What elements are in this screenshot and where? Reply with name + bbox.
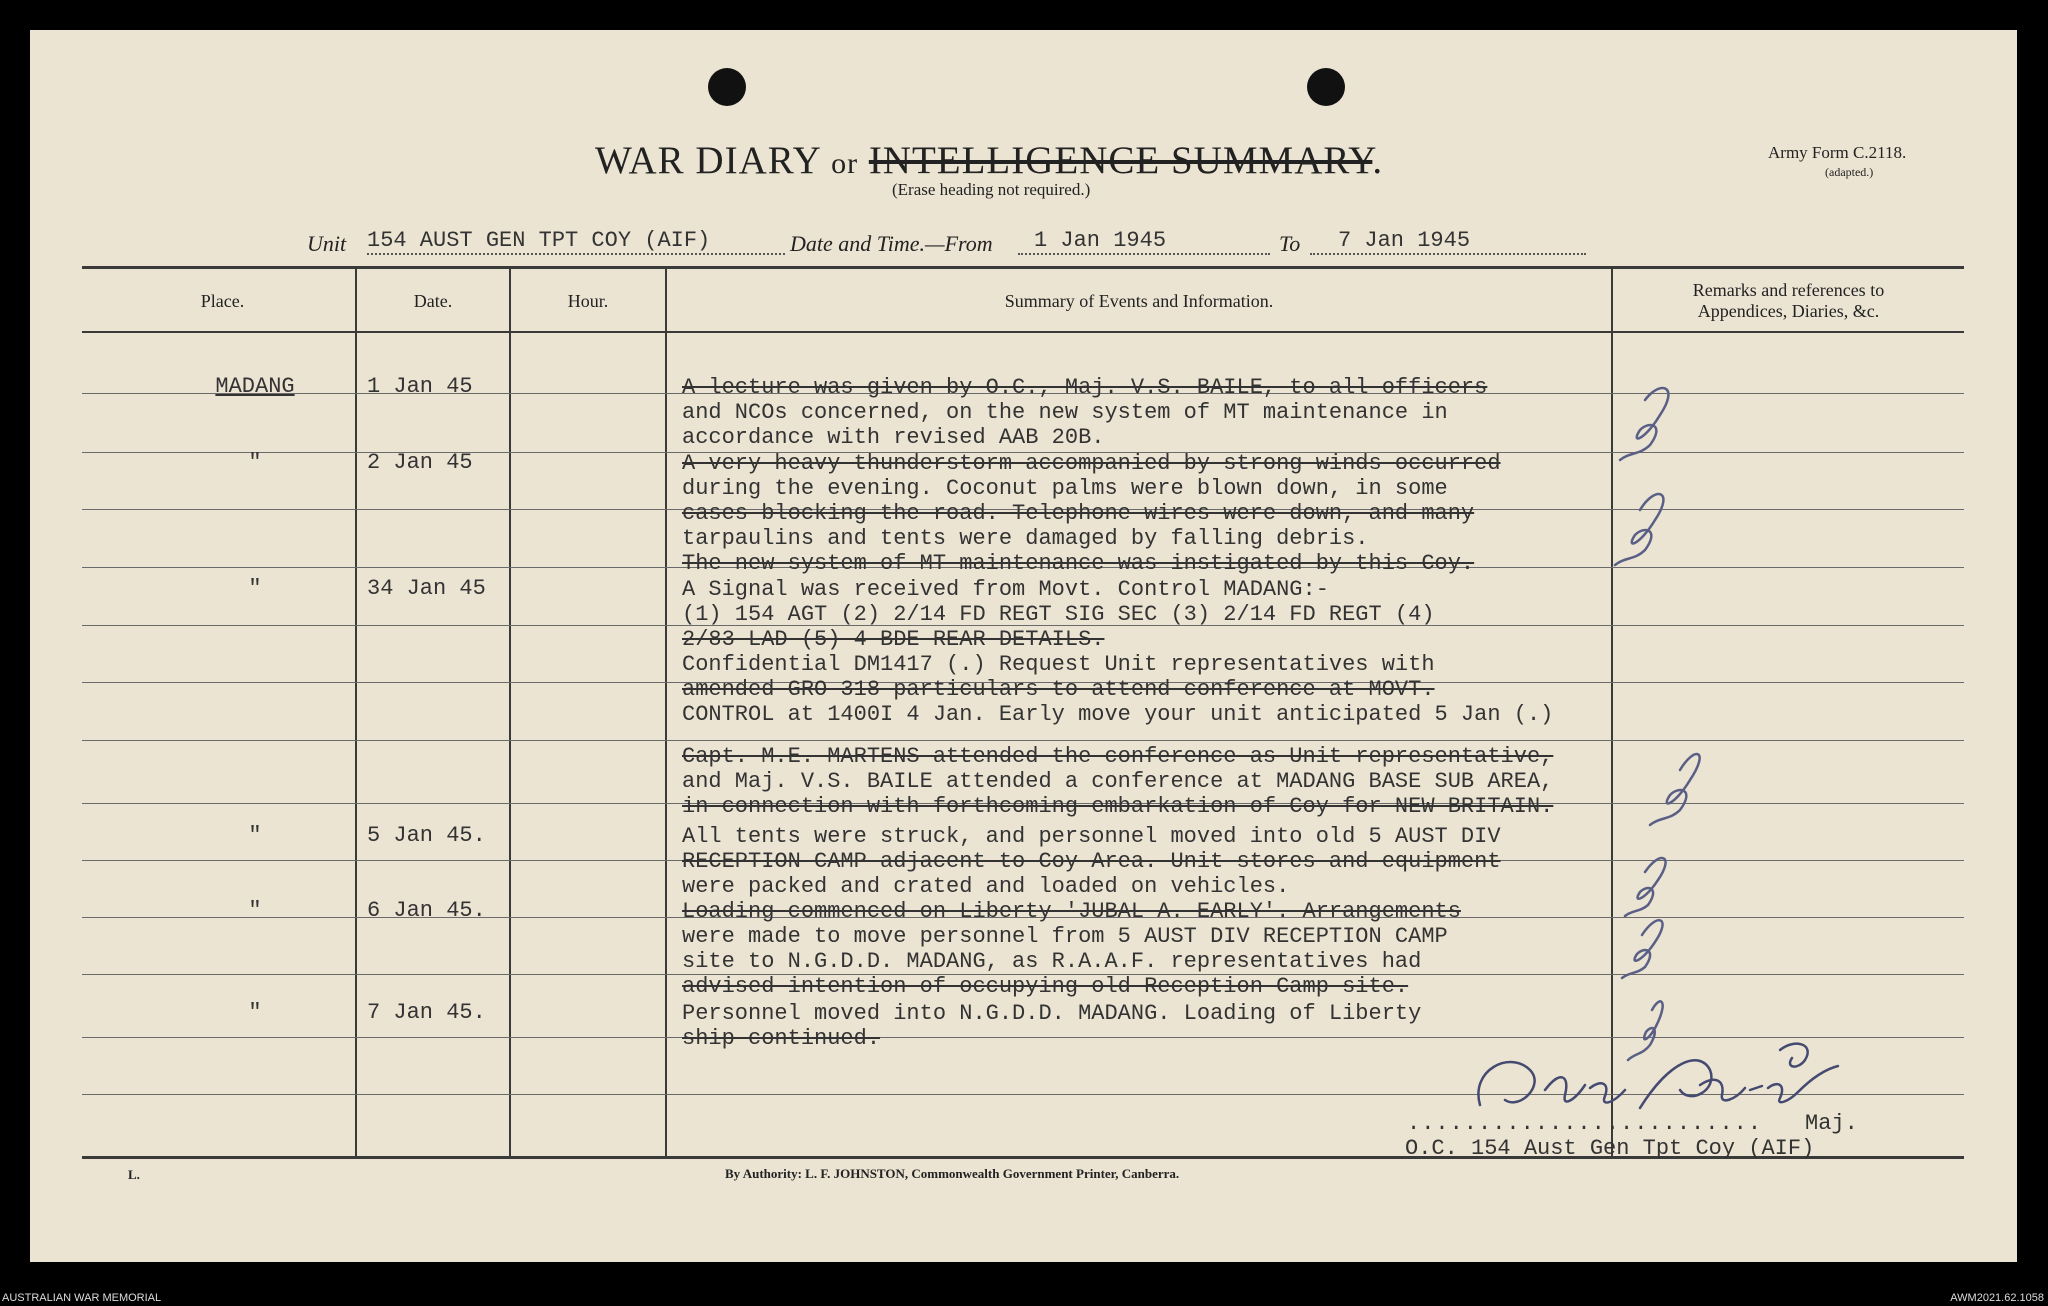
header-remarks-line-1: Remarks and references to xyxy=(1692,280,1885,300)
entry-place: MADANG xyxy=(215,374,295,399)
entry-line: ship continued. xyxy=(682,1026,881,1051)
initial-mark xyxy=(1625,858,1666,916)
initial-mark xyxy=(1622,920,1663,978)
title-or: or xyxy=(831,147,859,180)
title-main: WAR DIARY xyxy=(595,139,821,182)
entry-line: The new system of MT maintenance was instigated by this Coy. xyxy=(682,551,1475,576)
from-value: 1 Jan 1945 xyxy=(1018,228,1270,255)
entry-line: tarpaulins and tents were damaged by falling debris. xyxy=(682,526,1369,551)
col-divider-date xyxy=(509,268,511,1156)
entry-date: 34 Jan 45 xyxy=(367,576,486,601)
entry-line: and NCOs concerned, on the new system of MT maintenance in xyxy=(682,400,1448,425)
entry-line: amended GRO 318 particulars to attend conference at MOVT. xyxy=(682,677,1435,702)
header-date: Date. xyxy=(413,291,453,311)
entry-line: RECEPTION CAMP adjacent to Coy Area. Unit stores and equipment xyxy=(682,849,1501,874)
entry-line: Loading commenced on Liberty 'JUBAL A. EARLY'. Arrangements xyxy=(682,899,1461,924)
entry-line: accordance with revised AAB 20B. xyxy=(682,425,1105,450)
entry-date: 1 Jan 45 xyxy=(367,374,473,399)
initials-marks xyxy=(1570,360,1710,1080)
entry-text xyxy=(682,899,1461,999)
entry-line: Personnel moved into N.G.D.D. MADANG. Loading of Liberty xyxy=(682,1001,1422,1026)
form-title xyxy=(595,138,1383,183)
entry-line: A lecture was given by O.C., Maj. V.S. BAILE, to all officers xyxy=(682,375,1488,400)
header-place: Place. xyxy=(200,291,245,311)
punch-hole-right xyxy=(1307,68,1345,106)
unit-value: 154 AUST GEN TPT COY (AIF) xyxy=(367,228,785,255)
title-period: . xyxy=(1372,139,1384,182)
form-subtitle: (Erase heading not required.) xyxy=(892,180,1091,199)
footer-mark: L. xyxy=(128,1167,140,1182)
entry-line: during the evening. Coconut palms were blown down, in some xyxy=(682,476,1448,501)
to-value: 7 Jan 1945 xyxy=(1310,228,1586,255)
entry-line: All tents were struck, and personnel moved into old 5 AUST DIV xyxy=(682,824,1501,849)
entry-line: A Signal was received from Movt. Control MADANG:- xyxy=(682,577,1329,602)
army-form-adapted: (adapted.) xyxy=(1825,165,1874,179)
entry-line: Confidential DM1417 (.) Request Unit representatives with xyxy=(682,652,1435,677)
entry-text xyxy=(682,375,1487,450)
entry-place: " xyxy=(248,576,262,601)
entry-line: site to N.G.D.D. MADANG, as R.A.A.F. representatives had xyxy=(682,949,1422,974)
footer-authority: By Authority: L. F. JOHNSTON, Commonwealth Government Printer, Canberra. xyxy=(725,1166,1180,1181)
header-remarks xyxy=(1613,280,1964,322)
diary-page xyxy=(30,30,2017,1262)
entry-line: Capt. M.E. MARTENS attended the conference as Unit representative, xyxy=(682,744,1554,769)
entry-line: 2/83 LAD (5) 4 BDE REAR DETAILS. xyxy=(682,627,1105,652)
entry-line: advised intention of occupying old Reception Camp site. xyxy=(682,974,1409,999)
entry-text xyxy=(682,451,1501,576)
entry-line: and Maj. V.S. BAILE attended a conference at MADANG BASE SUB AREA, xyxy=(682,769,1554,794)
unit-label: Unit xyxy=(307,231,347,256)
entry-place: " xyxy=(248,823,262,848)
entry-date: 2 Jan 45 xyxy=(367,450,473,475)
entry-line: were made to move personnel from 5 AUST DIV RECEPTION CAMP xyxy=(682,924,1448,949)
date-time-label: Date and Time.—From xyxy=(790,231,993,256)
initial-mark xyxy=(1615,494,1663,565)
entry-line: CONTROL at 1400I 4 Jan. Early move your unit anticipated 5 Jan (.) xyxy=(682,702,1554,727)
entry-text xyxy=(682,1001,1421,1051)
initial-mark xyxy=(1650,754,1700,825)
army-form-number: Army Form C.2118. xyxy=(1768,143,1907,162)
entry-date: 7 Jan 45. xyxy=(367,1000,486,1025)
punch-hole-left xyxy=(708,68,746,106)
entry-line: in connection with forthcoming embarkation of Coy for NEW BRITAIN. xyxy=(682,794,1554,819)
entry-line: were packed and crated and loaded on vehicles. xyxy=(682,874,1290,899)
entry-text xyxy=(682,744,1553,819)
title-struck: INTELLIGENCE SUMMARY xyxy=(868,139,1373,182)
entry-place: " xyxy=(248,1000,262,1025)
entry-date: 5 Jan 45. xyxy=(367,823,486,848)
archive-reference: AWM2021.62.1058 xyxy=(1950,1292,2044,1304)
archive-institution: AUSTRALIAN WAR MEMORIAL xyxy=(2,1292,162,1304)
entry-place: " xyxy=(248,450,262,475)
entry-line: A very heavy thunderstorm accompanied by strong winds occurred xyxy=(682,451,1501,476)
header-remarks-line-2: Appendices, Diaries, &c. xyxy=(1697,301,1880,321)
to-label: To xyxy=(1279,231,1301,256)
col-divider-hour xyxy=(665,268,667,1156)
signature-dots: ......................... xyxy=(1407,1111,1763,1136)
entry-place: " xyxy=(248,898,262,923)
entry-line: (1) 154 AGT (2) 2/14 FD REGT SIG SEC (3) 2/14 FD REGT (4) xyxy=(682,602,1435,627)
table-top-rule xyxy=(82,266,1964,269)
entry-date: 6 Jan 45. xyxy=(367,898,486,923)
signature-role: O.C. 154 Aust Gen Tpt Coy (AIF) xyxy=(1405,1136,1815,1161)
header-rule xyxy=(82,331,1964,333)
entry-text xyxy=(682,577,1553,727)
header-summary: Summary of Events and Information. xyxy=(1004,291,1274,311)
signature-rank: Maj. xyxy=(1805,1111,1858,1136)
entry-text xyxy=(682,824,1501,899)
header-hour: Hour. xyxy=(567,291,609,311)
initial-mark xyxy=(1620,388,1668,460)
entry-line: cases blocking the road. Telephone wires were down, and many xyxy=(682,501,1475,526)
